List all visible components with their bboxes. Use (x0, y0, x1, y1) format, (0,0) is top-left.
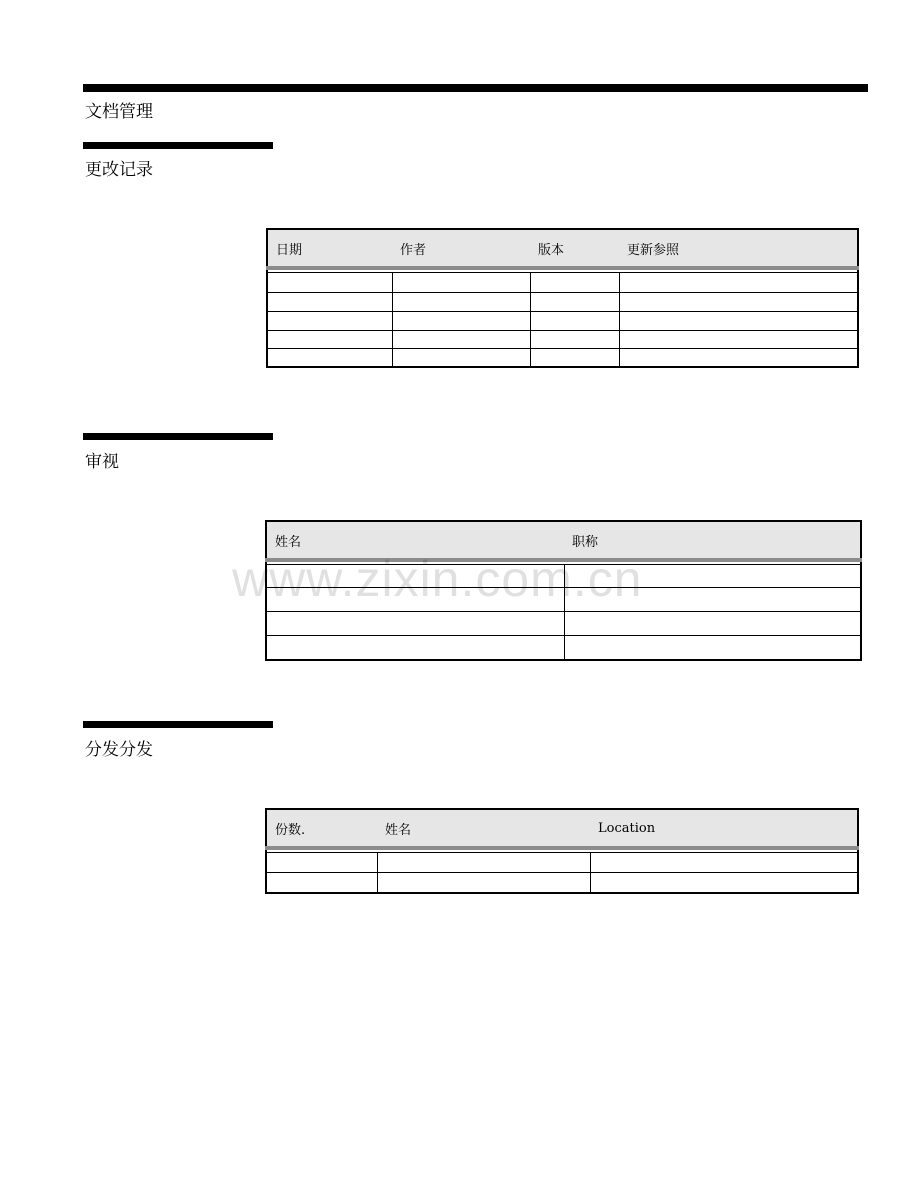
table-cell[interactable] (267, 273, 392, 293)
table-cell[interactable] (392, 273, 530, 293)
table-cell[interactable] (266, 588, 564, 612)
table-cell[interactable] (619, 293, 858, 312)
table-row (266, 612, 861, 636)
section-rule-distribution (83, 721, 273, 728)
table-row (266, 565, 861, 588)
table-cell[interactable] (564, 588, 861, 612)
review-header-row (266, 521, 861, 560)
table-row (267, 331, 858, 349)
column-header-version: 版本 (530, 229, 619, 268)
section-rule-change-log (83, 142, 273, 149)
section-rule-review (83, 433, 273, 440)
table-cell[interactable] (266, 612, 564, 636)
review-table (265, 520, 862, 661)
column-header-name: 姓名 (266, 521, 564, 560)
table-cell[interactable] (619, 273, 858, 293)
table-row (267, 312, 858, 331)
watermark: www.zixin.com.cn (232, 551, 643, 607)
table-cell[interactable] (564, 636, 861, 660)
table-cell[interactable] (530, 273, 619, 293)
table-row (266, 853, 858, 873)
table-cell[interactable] (590, 853, 858, 873)
table-cell[interactable] (377, 853, 590, 873)
column-header-name: 姓名 (377, 809, 590, 848)
table-cell[interactable] (530, 331, 619, 349)
table-cell[interactable] (619, 312, 858, 331)
table-cell[interactable] (392, 331, 530, 349)
distribution-table (265, 808, 859, 894)
change-log-heading: 更改记录 (85, 160, 153, 180)
column-header-update-ref: 更新参照 (619, 229, 858, 268)
table-cell[interactable] (392, 349, 530, 367)
table-cell[interactable] (530, 293, 619, 312)
table-cell[interactable] (392, 312, 530, 331)
table-cell[interactable] (619, 349, 858, 367)
change-log-table (266, 228, 859, 368)
table-row (266, 588, 861, 612)
table-cell[interactable] (530, 349, 619, 367)
table-cell[interactable] (619, 331, 858, 349)
column-header-copies: 份数. (266, 809, 377, 848)
table-cell[interactable] (564, 612, 861, 636)
table-cell[interactable] (530, 312, 619, 331)
table-cell[interactable] (267, 293, 392, 312)
column-header-title: 职称 (564, 521, 861, 560)
table-cell[interactable] (267, 312, 392, 331)
table-row (266, 636, 861, 660)
table-cell[interactable] (267, 349, 392, 367)
table-cell[interactable] (266, 873, 377, 893)
table-cell[interactable] (266, 636, 564, 660)
table-cell[interactable] (377, 873, 590, 893)
distribution-heading: 分发分发 (85, 740, 153, 760)
column-header-author: 作者 (392, 229, 530, 268)
top-rule (83, 84, 868, 92)
table-cell[interactable] (392, 293, 530, 312)
table-row (267, 349, 858, 367)
table-row (267, 273, 858, 293)
column-header-location: Location (590, 809, 858, 848)
column-header-date: 日期 (267, 229, 392, 268)
page-title: 文档管理 (85, 102, 153, 122)
review-heading: 审视 (85, 452, 119, 472)
table-row (266, 873, 858, 893)
table-cell[interactable] (590, 873, 858, 893)
change-log-header-row (267, 229, 858, 268)
table-cell[interactable] (267, 331, 392, 349)
distribution-header-row (266, 809, 858, 848)
table-cell[interactable] (266, 853, 377, 873)
table-row (267, 293, 858, 312)
table-cell[interactable] (564, 565, 861, 588)
table-cell[interactable] (266, 565, 564, 588)
